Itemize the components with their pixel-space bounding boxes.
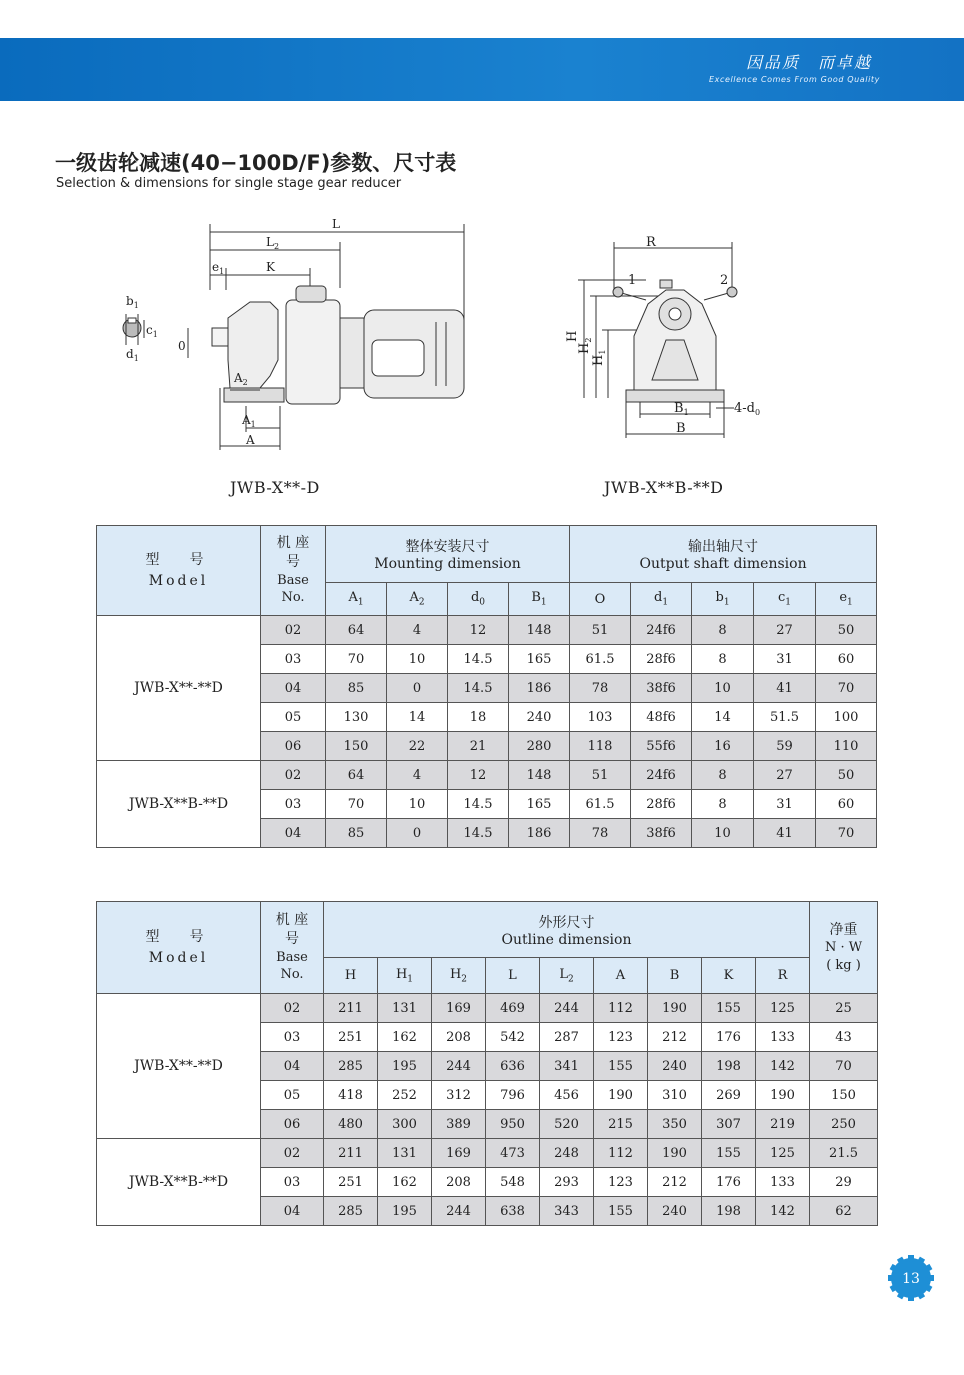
table-row [97,1139,878,1168]
value-cell: 31 [754,645,816,674]
value-cell: 41 [754,819,816,848]
value-cell: 473 [486,1139,540,1168]
value-cell: 248 [540,1139,594,1168]
value-cell: 50 [816,616,877,645]
value-cell: 520 [540,1110,594,1139]
value-cell: 195 [378,1052,432,1081]
table-row [97,616,877,645]
outline-dimension-header: 外形尺寸 Outline dimension [324,902,810,958]
value-cell: 142 [756,1197,810,1226]
callout-2: 2 [720,273,729,288]
dim-4-d0: $4-d_0$ [734,401,761,417]
value-cell: 244 [540,994,594,1023]
value-cell: 190 [756,1081,810,1110]
column-header-d1: $d_1$ [631,583,692,616]
dim-H2: $H_2$ [577,337,593,354]
value-cell: 70 [326,645,387,674]
value-cell: 27 [754,616,816,645]
value-cell: 14.5 [448,674,509,703]
dim-R: R [646,235,656,250]
value-cell: 10 [387,645,448,674]
value-cell: 118 [570,732,631,761]
value-cell: 0 [387,674,448,703]
value-cell: 78 [570,819,631,848]
value-cell: 638 [486,1197,540,1226]
value-cell: 60 [816,645,877,674]
dim-K: K [266,260,275,274]
right-drawing-caption: JWB-X**B-**D [604,478,724,497]
base-no-cell: 03 [261,790,326,819]
value-cell: 64 [326,616,387,645]
base-no-cell: 06 [261,1110,324,1139]
column-header-h: H [324,958,378,994]
dim-e1: $e_1$ [212,260,225,276]
value-cell: 70 [810,1052,878,1081]
value-cell: 293 [540,1168,594,1197]
mounting-dimension-header: 整体安装尺寸 Mounting dimension [326,526,570,583]
value-cell: 636 [486,1052,540,1081]
outline-dimension-table [96,901,878,1226]
value-cell: 62 [810,1197,878,1226]
value-cell: 251 [324,1023,378,1052]
value-cell: 22 [387,732,448,761]
value-cell: 8 [692,761,754,790]
value-cell: 38f6 [631,819,692,848]
value-cell: 244 [432,1197,486,1226]
value-cell: 195 [378,1197,432,1226]
value-cell: 112 [594,994,648,1023]
value-cell: 155 [702,1139,756,1168]
value-cell: 190 [648,994,702,1023]
value-cell: 24f6 [631,761,692,790]
value-cell: 38f6 [631,674,692,703]
value-cell: 48f6 [631,703,692,732]
value-cell: 10 [692,819,754,848]
page-number: 13 [902,1271,920,1287]
base-no-cell: 05 [261,1081,324,1110]
value-cell: 24f6 [631,616,692,645]
value-cell: 285 [324,1052,378,1081]
base-no-header: 机 座 号 Base No. [261,526,326,616]
value-cell: 341 [540,1052,594,1081]
dim-A2: $A_2$ [234,371,248,387]
value-cell: 85 [326,819,387,848]
value-cell: 18 [448,703,509,732]
value-cell: 12 [448,616,509,645]
value-cell: 307 [702,1110,756,1139]
value-cell: 162 [378,1168,432,1197]
value-cell: 155 [702,994,756,1023]
value-cell: 10 [692,674,754,703]
column-header-a: A [594,958,648,994]
value-cell: 100 [816,703,877,732]
value-cell: 456 [540,1081,594,1110]
value-cell: 176 [702,1023,756,1052]
table-row [97,761,877,790]
dim-H: H [565,330,580,342]
reducer-front-view-drawing [556,230,796,445]
value-cell: 28f6 [631,790,692,819]
value-cell: 190 [594,1081,648,1110]
value-cell: 148 [509,761,570,790]
value-cell: 150 [810,1081,878,1110]
value-cell: 131 [378,1139,432,1168]
value-cell: 287 [540,1023,594,1052]
base-no-cell: 06 [261,732,326,761]
column-header-d0: $d_0$ [448,583,509,616]
value-cell: 155 [594,1052,648,1081]
slogan-en: Excellence Comes From Good Quality [708,75,880,84]
model-name-cell: JWB-X**-**D [97,994,261,1139]
value-cell: 123 [594,1023,648,1052]
value-cell: 103 [570,703,631,732]
column-header-r: R [756,958,810,994]
base-no-cell: 04 [261,1052,324,1081]
column-header-a2: $A_2$ [387,583,448,616]
column-header-a1: $A_1$ [326,583,387,616]
value-cell: 21 [448,732,509,761]
value-cell: 142 [756,1052,810,1081]
value-cell: 150 [326,732,387,761]
value-cell: 176 [702,1168,756,1197]
value-cell: 469 [486,994,540,1023]
value-cell: 548 [486,1168,540,1197]
value-cell: 85 [326,674,387,703]
value-cell: 112 [594,1139,648,1168]
value-cell: 165 [509,790,570,819]
value-cell: 60 [816,790,877,819]
value-cell: 148 [509,616,570,645]
base-no-cell: 04 [261,1197,324,1226]
reducer-side-view-drawing [100,210,480,460]
value-cell: 14 [387,703,448,732]
value-cell: 169 [432,1139,486,1168]
value-cell: 186 [509,674,570,703]
value-cell: 285 [324,1197,378,1226]
base-no-header: 机 座 号 Base No. [261,902,324,994]
value-cell: 480 [324,1110,378,1139]
page-title: 一级齿轮减速(40−100D/F)参数、尺寸表 [55,151,457,175]
dim-B: B [676,421,686,436]
base-no-cell: 05 [261,703,326,732]
value-cell: 300 [378,1110,432,1139]
left-drawing-caption: JWB-X**-D [230,478,320,497]
header-banner [0,38,964,101]
dim-b1: $b_1$ [126,294,139,310]
value-cell: 131 [378,994,432,1023]
value-cell: 252 [378,1081,432,1110]
value-cell: 78 [570,674,631,703]
value-cell: 312 [432,1081,486,1110]
value-cell: 61.5 [570,790,631,819]
value-cell: 43 [810,1023,878,1052]
column-header-b1: $B_1$ [509,583,570,616]
value-cell: 51 [570,761,631,790]
value-cell: 796 [486,1081,540,1110]
value-cell: 251 [324,1168,378,1197]
value-cell: 280 [509,732,570,761]
base-no-cell: 03 [261,645,326,674]
value-cell: 950 [486,1110,540,1139]
value-cell: 125 [756,994,810,1023]
base-no-cell: 04 [261,674,326,703]
value-cell: 155 [594,1197,648,1226]
dim-A1: $A_1$ [242,413,256,429]
value-cell: 16 [692,732,754,761]
value-cell: 59 [754,732,816,761]
value-cell: 25 [810,994,878,1023]
value-cell: 125 [756,1139,810,1168]
value-cell: 10 [387,790,448,819]
dim-A: A [246,433,255,447]
value-cell: 240 [648,1052,702,1081]
value-cell: 219 [756,1110,810,1139]
value-cell: 14 [692,703,754,732]
dim-d1: $d_1$ [126,347,139,363]
value-cell: 212 [648,1023,702,1052]
value-cell: 51 [570,616,631,645]
value-cell: 418 [324,1081,378,1110]
value-cell: 4 [387,616,448,645]
base-no-cell: 03 [261,1168,324,1197]
column-header-o: O [570,583,631,616]
value-cell: 240 [509,703,570,732]
value-cell: 70 [816,819,877,848]
value-cell: 14.5 [448,819,509,848]
base-no-cell: 03 [261,1023,324,1052]
callout-1: 1 [628,273,637,288]
column-header-b1: $b_1$ [692,583,754,616]
value-cell: 51.5 [754,703,816,732]
column-header-h1: $H_1$ [378,958,432,994]
value-cell: 50 [816,761,877,790]
page-number-badge [886,1253,936,1303]
value-cell: 0 [387,819,448,848]
value-cell: 70 [816,674,877,703]
model-name-cell: JWB-X**B-**D [97,1139,261,1226]
value-cell: 169 [432,994,486,1023]
value-cell: 110 [816,732,877,761]
dim-c1: $c_1$ [146,323,158,339]
base-no-cell: 02 [261,616,326,645]
value-cell: 61.5 [570,645,631,674]
model-header: 型 号 Model [97,902,261,994]
value-cell: 12 [448,761,509,790]
column-header-e1: $e_1$ [816,583,877,616]
base-no-cell: 02 [261,761,326,790]
value-cell: 211 [324,1139,378,1168]
value-cell: 542 [486,1023,540,1052]
dim-B1: $B_1$ [674,401,689,417]
dim-L2: $L_2$ [266,235,280,251]
base-no-cell: 02 [261,994,324,1023]
value-cell: 28f6 [631,645,692,674]
value-cell: 4 [387,761,448,790]
value-cell: 343 [540,1197,594,1226]
mounting-shaft-dimension-table [96,525,877,848]
model-name-cell: JWB-X**-**D [97,616,261,761]
dim-H1: $H_1$ [591,349,607,366]
value-cell: 165 [509,645,570,674]
model-name-cell: JWB-X**B-**D [97,761,261,848]
value-cell: 133 [756,1023,810,1052]
column-header-c1: $c_1$ [754,583,816,616]
value-cell: 240 [648,1197,702,1226]
value-cell: 14.5 [448,790,509,819]
value-cell: 31 [754,790,816,819]
value-cell: 133 [756,1168,810,1197]
value-cell: 208 [432,1168,486,1197]
column-header-k: K [702,958,756,994]
output-shaft-dimension-header: 输出轴尺寸 Output shaft dimension [570,526,877,583]
value-cell: 41 [754,674,816,703]
value-cell: 29 [810,1168,878,1197]
dim-O: 0 [178,339,186,353]
value-cell: 389 [432,1110,486,1139]
value-cell: 198 [702,1052,756,1081]
page-subtitle: Selection & dimensions for single stage gear reducer [56,176,402,191]
value-cell: 190 [648,1139,702,1168]
value-cell: 8 [692,645,754,674]
model-header: 型 号 Model [97,526,261,616]
net-weight-header: 净重 N · W ( kg ) [810,902,878,994]
dim-L: L [332,217,340,231]
value-cell: 162 [378,1023,432,1052]
value-cell: 130 [326,703,387,732]
base-no-cell: 02 [261,1139,324,1168]
column-header-h2: $H_2$ [432,958,486,994]
value-cell: 8 [692,616,754,645]
table-row [97,994,878,1023]
value-cell: 8 [692,790,754,819]
value-cell: 123 [594,1168,648,1197]
value-cell: 198 [702,1197,756,1226]
column-header-l: L [486,958,540,994]
value-cell: 350 [648,1110,702,1139]
value-cell: 244 [432,1052,486,1081]
column-header-b: B [648,958,702,994]
value-cell: 64 [326,761,387,790]
value-cell: 208 [432,1023,486,1052]
value-cell: 211 [324,994,378,1023]
value-cell: 27 [754,761,816,790]
value-cell: 310 [648,1081,702,1110]
value-cell: 212 [648,1168,702,1197]
value-cell: 186 [509,819,570,848]
value-cell: 70 [326,790,387,819]
value-cell: 21.5 [810,1139,878,1168]
value-cell: 269 [702,1081,756,1110]
slogan-cn: 因品质 而卓越 [745,53,872,72]
value-cell: 215 [594,1110,648,1139]
value-cell: 14.5 [448,645,509,674]
value-cell: 250 [810,1110,878,1139]
base-no-cell: 04 [261,819,326,848]
column-header-l2: $L_2$ [540,958,594,994]
value-cell: 55f6 [631,732,692,761]
